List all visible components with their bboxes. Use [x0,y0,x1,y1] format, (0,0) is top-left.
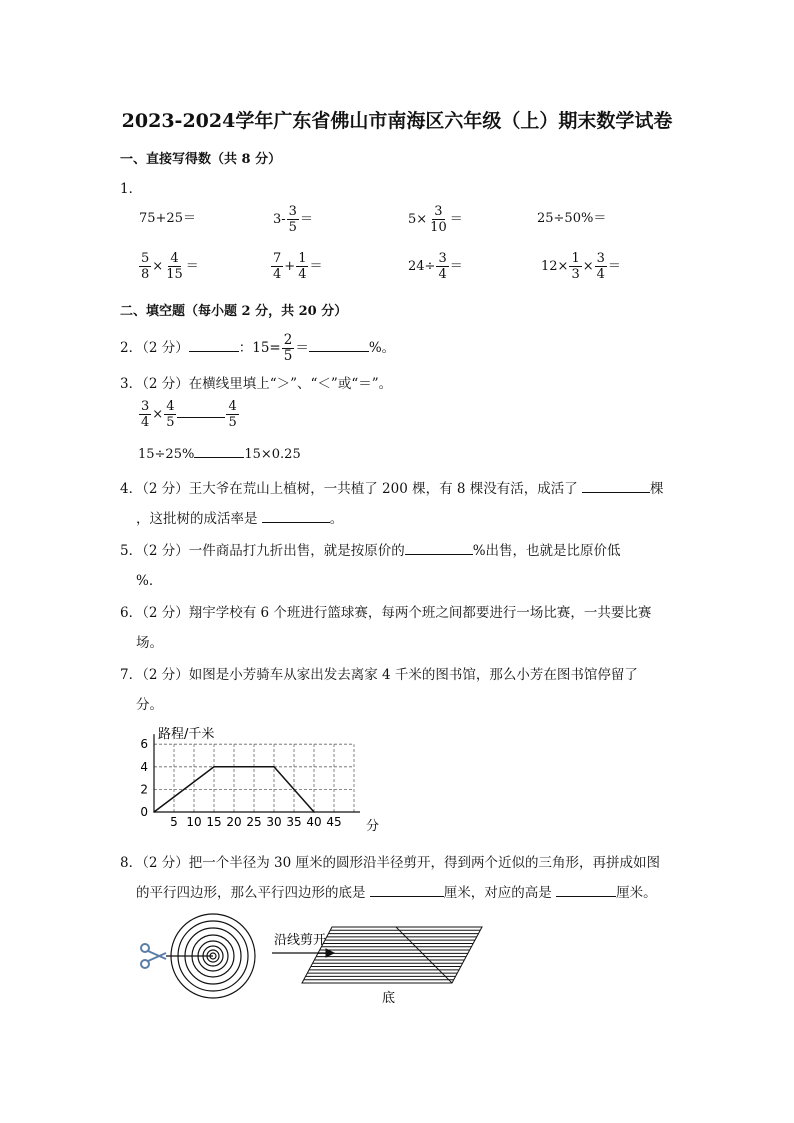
question-4-line-1: 4．（2 分）王大爷在荒山上植树，一共植了 200 棵，有 8 棵没有活，成活了 棵 [120,477,664,497]
answer-blank[interactable] [556,882,616,897]
answer-blank[interactable] [309,337,369,352]
chart-x-tick-label: 5 [170,815,178,829]
chart-x-tick-label: 20 [226,815,242,829]
chart-x-label: 分 [366,819,380,834]
scissors-icon [141,944,166,968]
answer-blank[interactable] [262,508,330,523]
concentric-circles [166,914,255,998]
question-4-line-2: ，这批树的成活率是 。 [136,507,343,527]
chart-x-tick-label: 25 [246,815,262,829]
chart-y-tick-label: 6 [140,737,148,752]
chart-x-tick-label: 10 [186,815,202,829]
question-3-text: 3．（2 分）在横线里填上“＞”、“＜”或“＝”。 [120,376,393,392]
calc-b1: $\frac{5}{8}$ × $\frac{4}{15}$ ＝ [141,251,199,282]
chart-point [213,766,215,768]
answer-blank[interactable] [370,882,444,897]
question-7-line-1: 7．（2 分）如图是小芳骑车从家出发去离家 4 千米的图书馆，那么小芳在图书馆停留了 [120,667,638,683]
chart-x-tick-label: 45 [326,815,342,829]
answer-blank[interactable] [405,540,473,555]
calc-a4: 25÷50%＝ [537,211,607,226]
calc-b2: $\frac{7}{4}$ + $\frac{1}{4}$ ＝ [273,251,323,282]
chart-point [273,766,275,768]
calc-a3: 5× $\frac{3}{10}$ ＝ [408,204,463,235]
question-5-line-2: %． [136,573,163,589]
chart-point [313,811,315,813]
section-heading-1: 一、直接写得数（共 8 分） [120,152,282,167]
question-8-line-2: 的平行四边形，那么平行四边形的底是 厘米，对应的高是 厘米。 [136,881,657,901]
question-3-line-2: 15÷25% 15×0.25 [138,443,301,462]
question-7-line-2: 分。 [136,697,163,713]
question-6-line-2: 场。 [136,635,163,651]
question-8-line-1: 8．（2 分）把一个半径为 30 厘米的圆形沿半径剪开，得到两个近似的三角形，再拼成如图 [120,855,660,871]
answer-blank[interactable] [189,337,239,352]
calc-a1: 75+25＝ [139,211,196,226]
section-heading-2: 二、填空题（每小题 2 分，共 20 分） [120,304,348,319]
distance-time-chart [134,722,394,834]
chart-x-tick-label: 15 [206,815,222,829]
calc-a2: 3- $\frac{3}{5}$ ＝ [273,204,313,235]
question-3-line-1: $\frac{3}{4}$ × $\frac{4}{5}$ $\frac{4}{5}$ [141,399,237,430]
chart-x-tick-label: 30 [266,815,282,829]
answer-blank[interactable] [177,403,225,418]
question-1-number: 1． [120,181,143,197]
parallelogram-diagonal [396,927,452,983]
chart-y-tick-label: 4 [140,759,148,774]
chart-point [153,811,155,813]
chart-y-tick-label: 0 [140,805,148,819]
question-5-line-1: 5．（2 分）一件商品打九折出售，就是按原价的 %出售，也就是比原价低 [120,539,621,559]
base-label: 底 [382,991,396,1006]
arrow-label: 沿线剪开 [274,933,327,948]
answer-blank[interactable] [194,443,244,458]
answer-blank[interactable] [582,478,650,493]
page-title: 2023-2024学年广东省佛山市南海区六年级（上）期末数学试卷 [121,110,673,132]
chart-y-label: 路程/千米 [158,727,215,742]
calc-b4: 12× $\frac{1}{3}$ × $\frac{3}{4}$ ＝ [541,251,621,282]
chart-x-tick-label: 40 [306,815,322,829]
circle-to-parallelogram-figure [136,910,496,1010]
question-2: 2．（2 分） ：15= $\frac{2}{5}$ ＝ %。 [120,332,396,364]
chart-y-tick-label: 2 [140,782,148,797]
calc-b3: 24÷ $\frac{3}{4}$ ＝ [408,251,463,282]
chart-x-tick-label: 35 [286,815,302,829]
question-6-line-1: 6．（2 分）翔宇学校有 6 个班进行篮球赛，每两个班之间都要进行一场比赛，一共要比赛 [120,605,652,621]
